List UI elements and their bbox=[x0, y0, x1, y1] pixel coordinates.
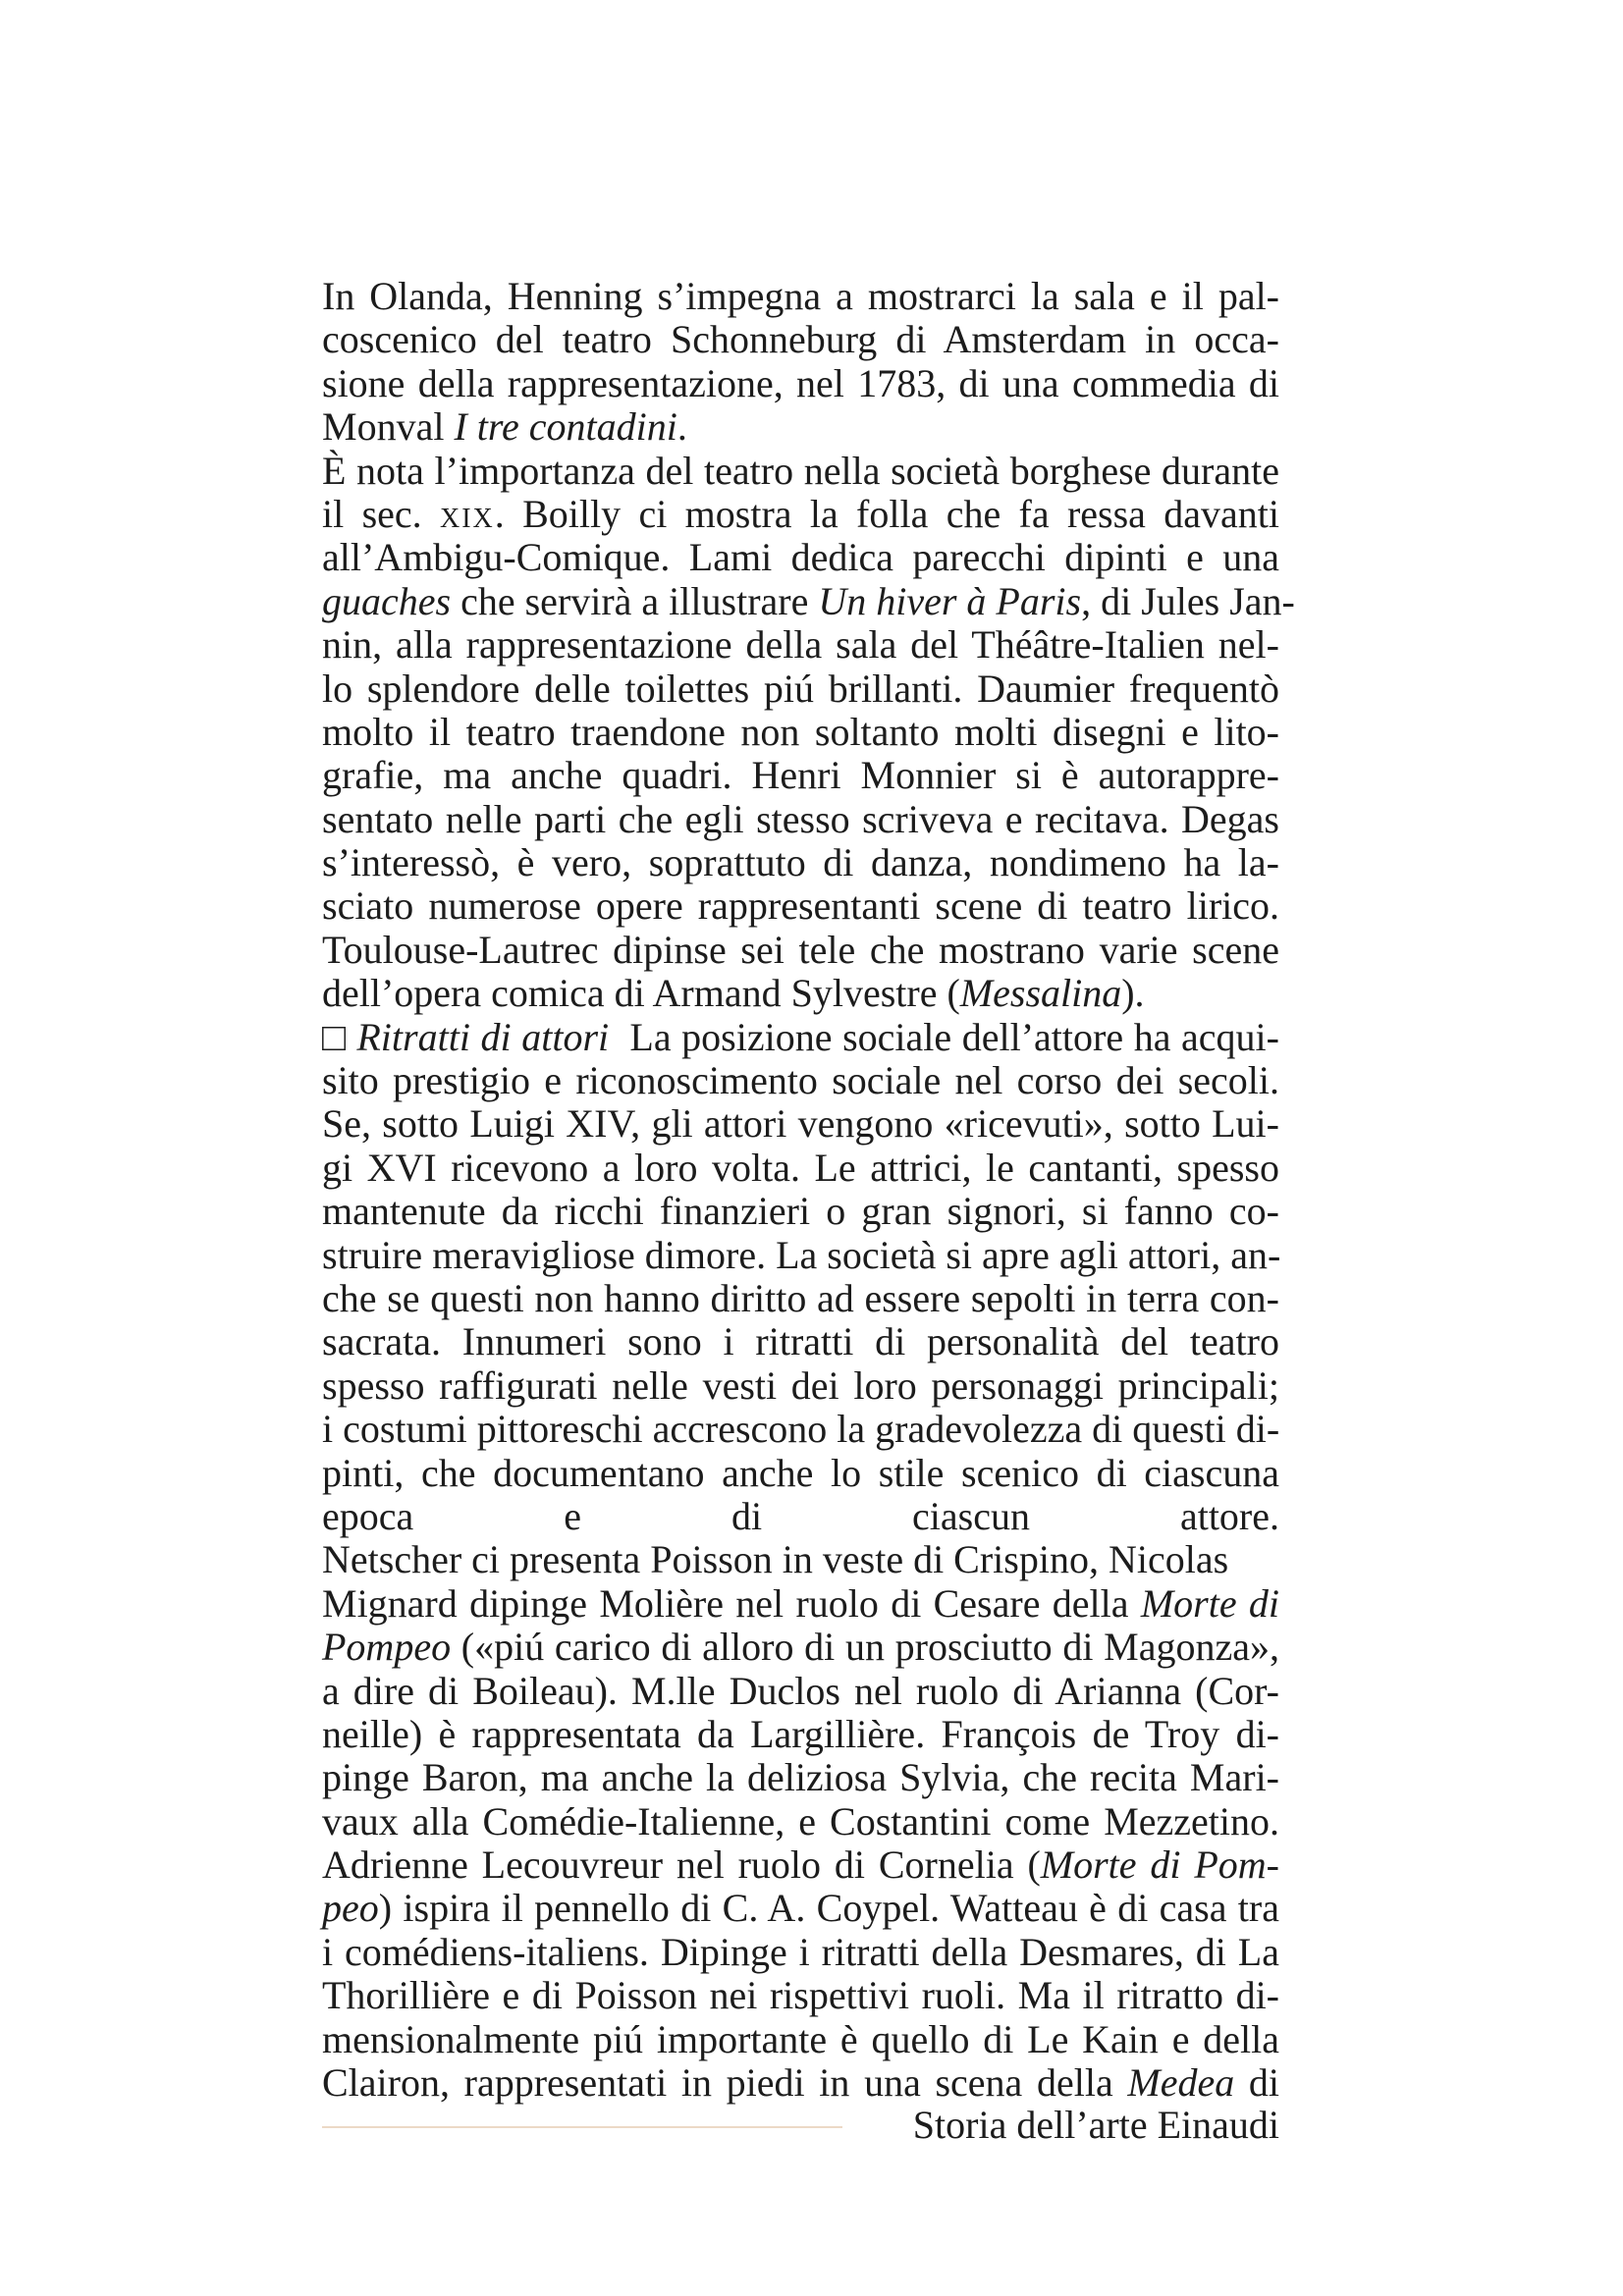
text-segment: che servirà a illustrare bbox=[451, 578, 819, 623]
italic-text: Messalina bbox=[959, 971, 1122, 1016]
text-segment: il sec. bbox=[322, 491, 440, 536]
text-line bbox=[322, 1277, 1279, 1320]
text-segment: sacrata. Innumeri sono i ritratti di personalità del teatro bbox=[322, 1319, 1279, 1364]
text-line bbox=[322, 1756, 1279, 1799]
text-segment: i costumi pittoreschi accrescono la gradevolezza di questi di- bbox=[322, 1407, 1280, 1452]
text-segment: neille) è rappresentata da Largillière. François de Troy di- bbox=[322, 1711, 1279, 1756]
text-segment: epoca e di ciascun attore. bbox=[322, 1493, 1279, 1538]
text-line bbox=[322, 929, 1279, 972]
text-line bbox=[322, 1059, 1279, 1102]
text-segment: gi XVI ricevono a loro volta. Le attrici, le cantanti, spesso bbox=[322, 1145, 1279, 1190]
text-line bbox=[322, 450, 1279, 493]
text-line bbox=[322, 884, 1279, 928]
italic-text: Morte di bbox=[1140, 1580, 1279, 1626]
text-line bbox=[322, 1843, 1279, 1887]
text-segment: Se, sotto Luigi XIV, gli attori vengono «ricevuti», sotto Lui- bbox=[322, 1101, 1279, 1147]
text-line bbox=[322, 2061, 1279, 2105]
text-line bbox=[322, 754, 1279, 797]
text-segment: pinti, che documentano anche lo stile scenico di ciascuna bbox=[322, 1450, 1279, 1495]
text-line bbox=[322, 623, 1279, 667]
text-segment: La posizione sociale dell’attore ha acqui- bbox=[609, 1014, 1279, 1059]
italic-text: peo bbox=[322, 1886, 379, 1931]
text-segment: ) ispira il pennello di C. A. Coypel. Watteau è di casa tra bbox=[378, 1886, 1279, 1931]
footer-publisher-label: Storia dell’arte Einaudi bbox=[912, 2103, 1279, 2147]
italic-text: Morte di Pom- bbox=[1040, 1842, 1279, 1888]
text-segment: pinge Baron, ma anche la deliziosa Sylvia, che recita Mari- bbox=[322, 1755, 1279, 1800]
footer-rule bbox=[322, 2126, 842, 2128]
small-caps-text: xix bbox=[439, 491, 495, 536]
italic-text: Pompeo bbox=[322, 1625, 452, 1670]
text-segment: di bbox=[1234, 2060, 1279, 2106]
italic-text: Medea bbox=[1127, 2060, 1235, 2106]
text-segment: sione della rappresentazione, nel 1783, di una commedia di bbox=[322, 360, 1279, 405]
italic-text: I tre contadini bbox=[454, 404, 677, 450]
text-line bbox=[322, 493, 1279, 536]
text-segment: Toulouse-Lautrec dipinse sei tele che mostrano varie scene bbox=[322, 927, 1279, 972]
text-segment: nin, alla rappresentazione della sala del Théâtre-Italien nel- bbox=[322, 622, 1279, 667]
text-segment: □ bbox=[322, 1014, 357, 1059]
text-line bbox=[322, 972, 1279, 1015]
text-segment: all’Ambigu-Comique. Lami dedica parecchi dipinti e una bbox=[322, 535, 1279, 580]
page-footer bbox=[322, 2101, 1279, 2150]
text-segment: . Boilly ci mostra la folla che fa ressa davanti bbox=[494, 491, 1279, 536]
text-line bbox=[322, 798, 1279, 841]
text-segment: Netscher ci presenta Poisson in veste di Crispino, Nicolas bbox=[322, 1537, 1229, 1582]
text-segment: Thorillière e di Poisson nei rispettivi ruoli. Ma il ritratto di- bbox=[322, 1973, 1279, 2018]
text-segment: . bbox=[676, 404, 687, 450]
text-segment: dell’opera comica di Armand Sylvestre ( bbox=[322, 971, 960, 1016]
text-segment: Adrienne Lecouvreur nel ruolo di Cornelia ( bbox=[322, 1842, 1041, 1888]
text-line bbox=[322, 318, 1279, 361]
text-segment: a dire di Boileau). M.lle Duclos nel ruolo di Arianna (Cor- bbox=[322, 1668, 1279, 1713]
text-segment: vaux alla Comédie-Italienne, e Costantini come Mezzetino. bbox=[322, 1798, 1279, 1843]
text-line bbox=[322, 1582, 1279, 1626]
text-segment: , di Jules Jan- bbox=[1081, 578, 1295, 623]
text-line bbox=[322, 1016, 1279, 1059]
text-line bbox=[322, 1887, 1279, 1930]
text-segment: s’interessò, è vero, soprattuto di danza, nondimeno ha la- bbox=[322, 840, 1279, 885]
text-line bbox=[322, 1538, 1279, 1581]
text-segment: sito prestigio e riconoscimento sociale nel corso dei secoli. bbox=[322, 1058, 1279, 1103]
text-segment: lo splendore delle toilettes piú brillanti. Daumier frequentò bbox=[322, 666, 1279, 711]
text-line bbox=[322, 1626, 1279, 1669]
text-segment: mantenute da ricchi finanzieri o gran signori, si fanno co- bbox=[322, 1189, 1279, 1234]
text-segment: ). bbox=[1121, 971, 1145, 1016]
text-line bbox=[322, 275, 1279, 318]
text-line bbox=[322, 1234, 1279, 1277]
text-segment: coscenico del teatro Schonneburg di Amsterdam in occa- bbox=[322, 317, 1279, 362]
italic-text: Ritratti di attori bbox=[356, 1014, 610, 1059]
body-text bbox=[322, 274, 1295, 2106]
text-line bbox=[322, 1670, 1279, 1713]
text-line bbox=[322, 1408, 1279, 1451]
text-segment: Mignard dipinge Molière nel ruolo di Cesare della bbox=[322, 1580, 1141, 1626]
text-line bbox=[322, 1495, 1279, 1538]
text-segment: grafie, ma anche quadri. Henri Monnier si è autorappre- bbox=[322, 753, 1279, 798]
text-segment: sentato nelle parti che egli stesso scriveva e recitava. Degas bbox=[322, 796, 1279, 841]
text-line bbox=[322, 841, 1279, 884]
text-line bbox=[322, 1974, 1279, 2017]
text-line bbox=[322, 362, 1279, 405]
text-segment: Monval bbox=[322, 404, 455, 450]
text-line bbox=[322, 667, 1279, 711]
italic-text: guaches bbox=[322, 578, 452, 623]
text-line bbox=[322, 1320, 1279, 1363]
text-segment: sciato numerose opere rappresentanti scene di teatro lirico. bbox=[322, 883, 1279, 929]
text-line bbox=[322, 711, 1279, 754]
text-segment: struire meravigliose dimore. La società si apre agli attori, an- bbox=[322, 1232, 1281, 1277]
text-line bbox=[322, 2018, 1279, 2061]
text-segment: spesso raffigurati nelle vesti dei loro personaggi principali; bbox=[322, 1362, 1279, 1408]
text-line bbox=[322, 1102, 1279, 1146]
text-segment: In Olanda, Henning s’impegna a mostrarci la sala e il pal- bbox=[322, 274, 1279, 318]
text-segment: che se questi non hanno diritto ad essere sepolti in terra con- bbox=[322, 1275, 1279, 1320]
text-line bbox=[322, 1452, 1279, 1495]
text-line bbox=[322, 1931, 1279, 1974]
text-segment: i comédiens-italiens. Dipinge i ritratti della Desmares, di La bbox=[322, 1929, 1279, 1974]
text-segment: («piú carico di alloro di un prosciutto di Magonza», bbox=[451, 1625, 1279, 1670]
text-line bbox=[322, 578, 1295, 623]
italic-text: Un hiver à Paris bbox=[818, 578, 1082, 623]
text-segment: mensionalmente piú importante è quello di Le Kain e della bbox=[322, 2016, 1279, 2061]
text-line bbox=[322, 1190, 1279, 1233]
text-line bbox=[322, 405, 1279, 449]
text-line bbox=[322, 1364, 1279, 1408]
text-line bbox=[322, 1713, 1279, 1756]
text-line bbox=[322, 1800, 1279, 1843]
text-segment: molto il teatro traendone non soltanto molti disegni e lito- bbox=[322, 709, 1279, 754]
text-segment: È nota l’importanza del teatro nella società borghese durante bbox=[322, 448, 1279, 493]
text-line bbox=[322, 1147, 1279, 1190]
text-line bbox=[322, 536, 1279, 579]
text-segment: Clairon, rappresentati in piedi in una scena della bbox=[322, 2060, 1128, 2106]
